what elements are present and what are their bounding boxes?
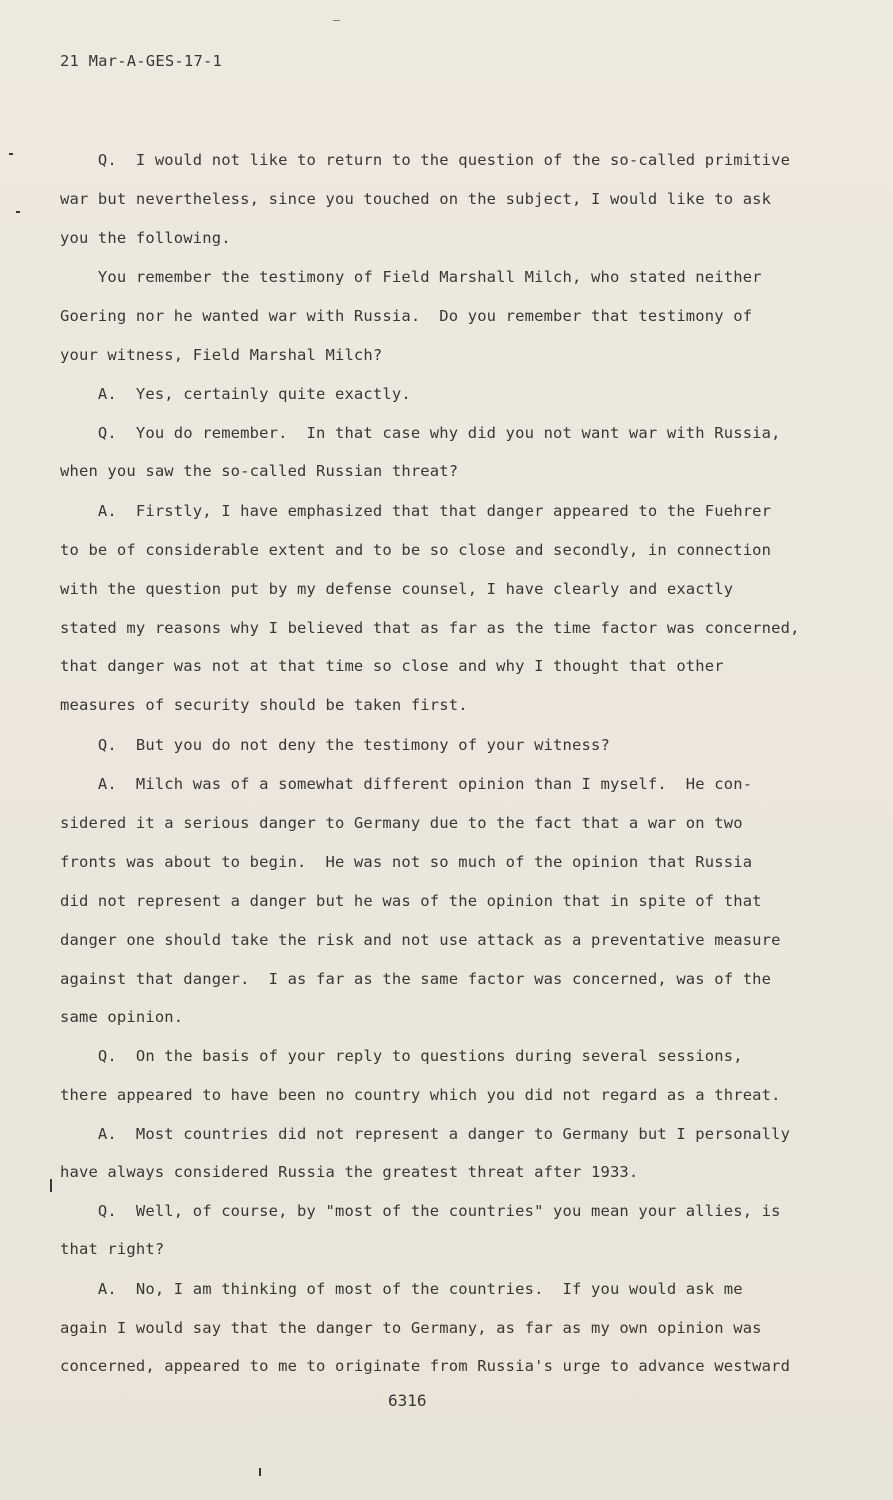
- text-line: with the question put by my defense counsel, I have clearly and exactly: [60, 580, 734, 598]
- margin-mark: [333, 20, 340, 21]
- document-header: 21 Mar-A-GES-17-1: [60, 52, 223, 70]
- margin-mark: [50, 1179, 52, 1192]
- page-number: 6316: [388, 1391, 427, 1410]
- text-line: Goering nor he wanted war with Russia. Do you remember that testimony of: [60, 307, 753, 325]
- text-line: A. Most countries did not represent a danger to Germany but I personally: [60, 1125, 791, 1143]
- text-line: same opinion.: [60, 1008, 184, 1026]
- text-line: A. Milch was of a somewhat different opinion than I myself. He con-: [60, 775, 753, 793]
- text-line: to be of considerable extent and to be so close and secondly, in connection: [60, 541, 772, 559]
- text-line: you the following.: [60, 229, 231, 247]
- margin-mark: [9, 153, 13, 155]
- text-line: have always considered Russia the greatest threat after 1933.: [60, 1163, 639, 1181]
- text-line: concerned, appeared to me to originate from Russia's urge to advance westward: [60, 1357, 791, 1375]
- text-line: that right?: [60, 1240, 165, 1258]
- margin-mark: [16, 211, 20, 213]
- text-line: stated my reasons why I believed that as far as the time factor was concerned,: [60, 619, 800, 637]
- text-line: A. Firstly, I have emphasized that that danger appeared to the Fuehrer: [60, 502, 772, 520]
- text-line: sidered it a serious danger to Germany due to the fact that a war on two: [60, 814, 743, 832]
- text-line: fronts was about to begin. He was not so much of the opinion that Russia: [60, 853, 753, 871]
- text-line: again I would say that the danger to Germany, as far as my own opinion was: [60, 1319, 762, 1337]
- text-line: war but nevertheless, since you touched on the subject, I would like to ask: [60, 190, 772, 208]
- text-line: did not represent a danger but he was of the opinion that in spite of that: [60, 892, 762, 910]
- text-line: You remember the testimony of Field Marshall Milch, who stated neither: [60, 268, 762, 286]
- text-line: against that danger. I as far as the same factor was concerned, was of the: [60, 970, 772, 988]
- text-line: there appeared to have been no country which you did not regard as a threat.: [60, 1086, 781, 1104]
- text-line: Q. Well, of course, by "most of the countries" you mean your allies, is: [60, 1202, 781, 1220]
- text-line: when you saw the so-called Russian threat?: [60, 462, 459, 480]
- text-line: that danger was not at that time so close and why I thought that other: [60, 657, 724, 675]
- text-line: your witness, Field Marshal Milch?: [60, 346, 383, 364]
- text-line: Q. You do remember. In that case why did you not want war with Russia,: [60, 424, 781, 442]
- text-line: Q. I would not like to return to the question of the so-called primitive: [60, 151, 791, 169]
- margin-mark: [259, 1468, 261, 1476]
- text-line: A. Yes, certainly quite exactly.: [60, 385, 411, 403]
- text-line: Q. On the basis of your reply to questions during several sessions,: [60, 1047, 743, 1065]
- text-line: A. No, I am thinking of most of the countries. If you would ask me: [60, 1280, 743, 1298]
- text-line: Q. But you do not deny the testimony of your witness?: [60, 736, 610, 754]
- text-line: measures of security should be taken first.: [60, 696, 468, 714]
- text-line: danger one should take the risk and not use attack as a preventative measure: [60, 931, 781, 949]
